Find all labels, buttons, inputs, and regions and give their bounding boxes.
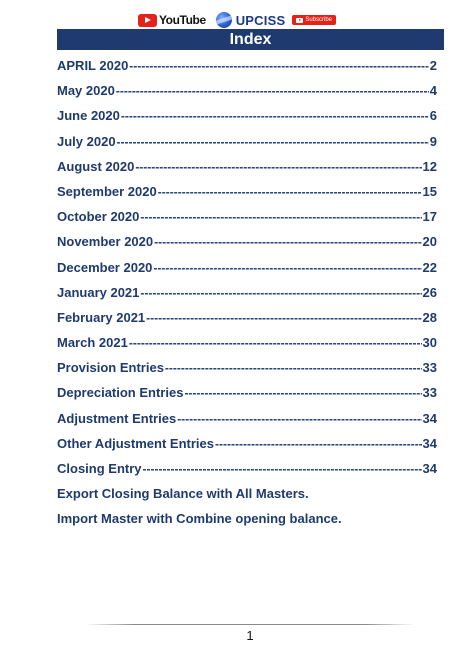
toc-entry[interactable] bbox=[57, 335, 437, 360]
subscribe-label: Subscribe bbox=[305, 17, 333, 23]
toc-entry-label: Closing Entry bbox=[57, 461, 142, 476]
toc-entry-label: APRIL 2020 bbox=[57, 58, 129, 73]
youtube-wordmark: YouTube bbox=[158, 13, 206, 27]
toc-page-number: 17 bbox=[422, 209, 437, 225]
toc-entry-label: September 2020 bbox=[57, 183, 157, 199]
toc-entry-label: February 2021 bbox=[57, 309, 146, 325]
toc-page-number: 2 bbox=[429, 58, 437, 73]
toc-entry[interactable] bbox=[57, 360, 437, 385]
toc-entry-label: Other Adjustment Entries bbox=[57, 435, 214, 451]
toc-entry[interactable] bbox=[57, 58, 437, 83]
toc-dot-leader bbox=[135, 160, 421, 174]
youtube-play-icon bbox=[138, 14, 157, 27]
toc-dot-leader bbox=[129, 59, 428, 73]
toc-entry-label: November 2020 bbox=[57, 234, 154, 250]
toc-page-number: 34 bbox=[422, 410, 437, 426]
toc-entry[interactable] bbox=[57, 184, 437, 209]
toc-entry-label: October 2020 bbox=[57, 209, 140, 225]
toc-entry-label: December 2020 bbox=[57, 259, 153, 275]
toc-entry-label: January 2021 bbox=[57, 284, 140, 300]
toc-entry[interactable] bbox=[57, 260, 437, 285]
toc-entry-label: Provision Entries bbox=[57, 360, 164, 376]
toc-page-number: 34 bbox=[422, 461, 437, 476]
toc-dot-leader bbox=[184, 386, 421, 400]
toc-dot-leader bbox=[121, 109, 429, 123]
youtube-mini-icon bbox=[296, 18, 303, 23]
toc-entry-label: May 2020 bbox=[57, 83, 115, 99]
toc-entry[interactable] bbox=[57, 310, 437, 335]
toc-page-number: 28 bbox=[422, 309, 437, 325]
toc-dot-leader bbox=[158, 185, 422, 199]
youtube-logo[interactable] bbox=[138, 13, 206, 27]
toc-entry[interactable] bbox=[57, 486, 437, 511]
toc-entry-label: August 2020 bbox=[57, 158, 135, 174]
toc-page-number: 4 bbox=[429, 83, 437, 99]
toc-page-number: 12 bbox=[422, 158, 437, 174]
toc-entry-label: Depreciation Entries bbox=[57, 385, 184, 401]
toc-entry[interactable] bbox=[57, 511, 437, 536]
toc-dot-leader bbox=[129, 336, 422, 350]
toc-entry[interactable] bbox=[57, 234, 437, 259]
toc-entry-label: July 2020 bbox=[57, 133, 116, 149]
toc-page-number: 22 bbox=[422, 259, 437, 275]
toc-dot-leader bbox=[154, 235, 421, 249]
toc-entry[interactable] bbox=[57, 385, 437, 410]
toc-page-number: 6 bbox=[429, 108, 437, 124]
table-of-contents bbox=[57, 58, 437, 537]
toc-dot-leader bbox=[165, 361, 422, 375]
toc-entry[interactable] bbox=[57, 134, 437, 159]
toc-entry[interactable] bbox=[57, 285, 437, 310]
index-title: Index bbox=[229, 30, 272, 48]
toc-entry-label: Export Closing Balance with All Masters. bbox=[57, 486, 309, 502]
toc-dot-leader bbox=[140, 210, 421, 224]
toc-page-number: 30 bbox=[422, 335, 437, 351]
toc-entry[interactable] bbox=[57, 108, 437, 133]
toc-entry[interactable] bbox=[57, 159, 437, 184]
toc-page-number: 9 bbox=[429, 133, 437, 149]
toc-entry[interactable] bbox=[57, 83, 437, 108]
toc-entry[interactable] bbox=[57, 209, 437, 234]
toc-page-number: 33 bbox=[422, 385, 437, 401]
toc-entry-label: June 2020 bbox=[57, 108, 120, 124]
toc-page-number: 33 bbox=[422, 360, 437, 376]
index-title-band bbox=[57, 29, 444, 50]
globe-icon bbox=[216, 12, 232, 28]
toc-dot-leader bbox=[143, 462, 422, 476]
toc-entry[interactable] bbox=[57, 436, 437, 461]
toc-dot-leader bbox=[177, 412, 421, 426]
subscribe-button[interactable] bbox=[292, 15, 336, 25]
toc-entry[interactable] bbox=[57, 411, 437, 436]
page-number: 1 bbox=[246, 628, 254, 643]
toc-dot-leader bbox=[116, 84, 429, 98]
toc-dot-leader bbox=[140, 286, 421, 300]
toc-dot-leader bbox=[153, 261, 421, 275]
toc-dot-leader bbox=[215, 437, 422, 451]
toc-entry-label: March 2021 bbox=[57, 335, 128, 351]
toc-page-number: 20 bbox=[422, 234, 437, 250]
brand-name: UPCISS bbox=[235, 12, 286, 28]
toc-page-number: 26 bbox=[422, 284, 437, 300]
toc-entry[interactable] bbox=[57, 461, 437, 486]
toc-dot-leader bbox=[146, 311, 421, 325]
toc-entry-label: Import Master with Combine opening balance. bbox=[57, 511, 342, 527]
toc-page-number: 15 bbox=[422, 183, 437, 199]
logo-strip bbox=[0, 11, 474, 29]
footer-divider bbox=[85, 624, 415, 625]
toc-entry-label: Adjustment Entries bbox=[57, 410, 177, 426]
toc-dot-leader bbox=[117, 135, 429, 149]
toc-page-number: 34 bbox=[422, 435, 437, 451]
